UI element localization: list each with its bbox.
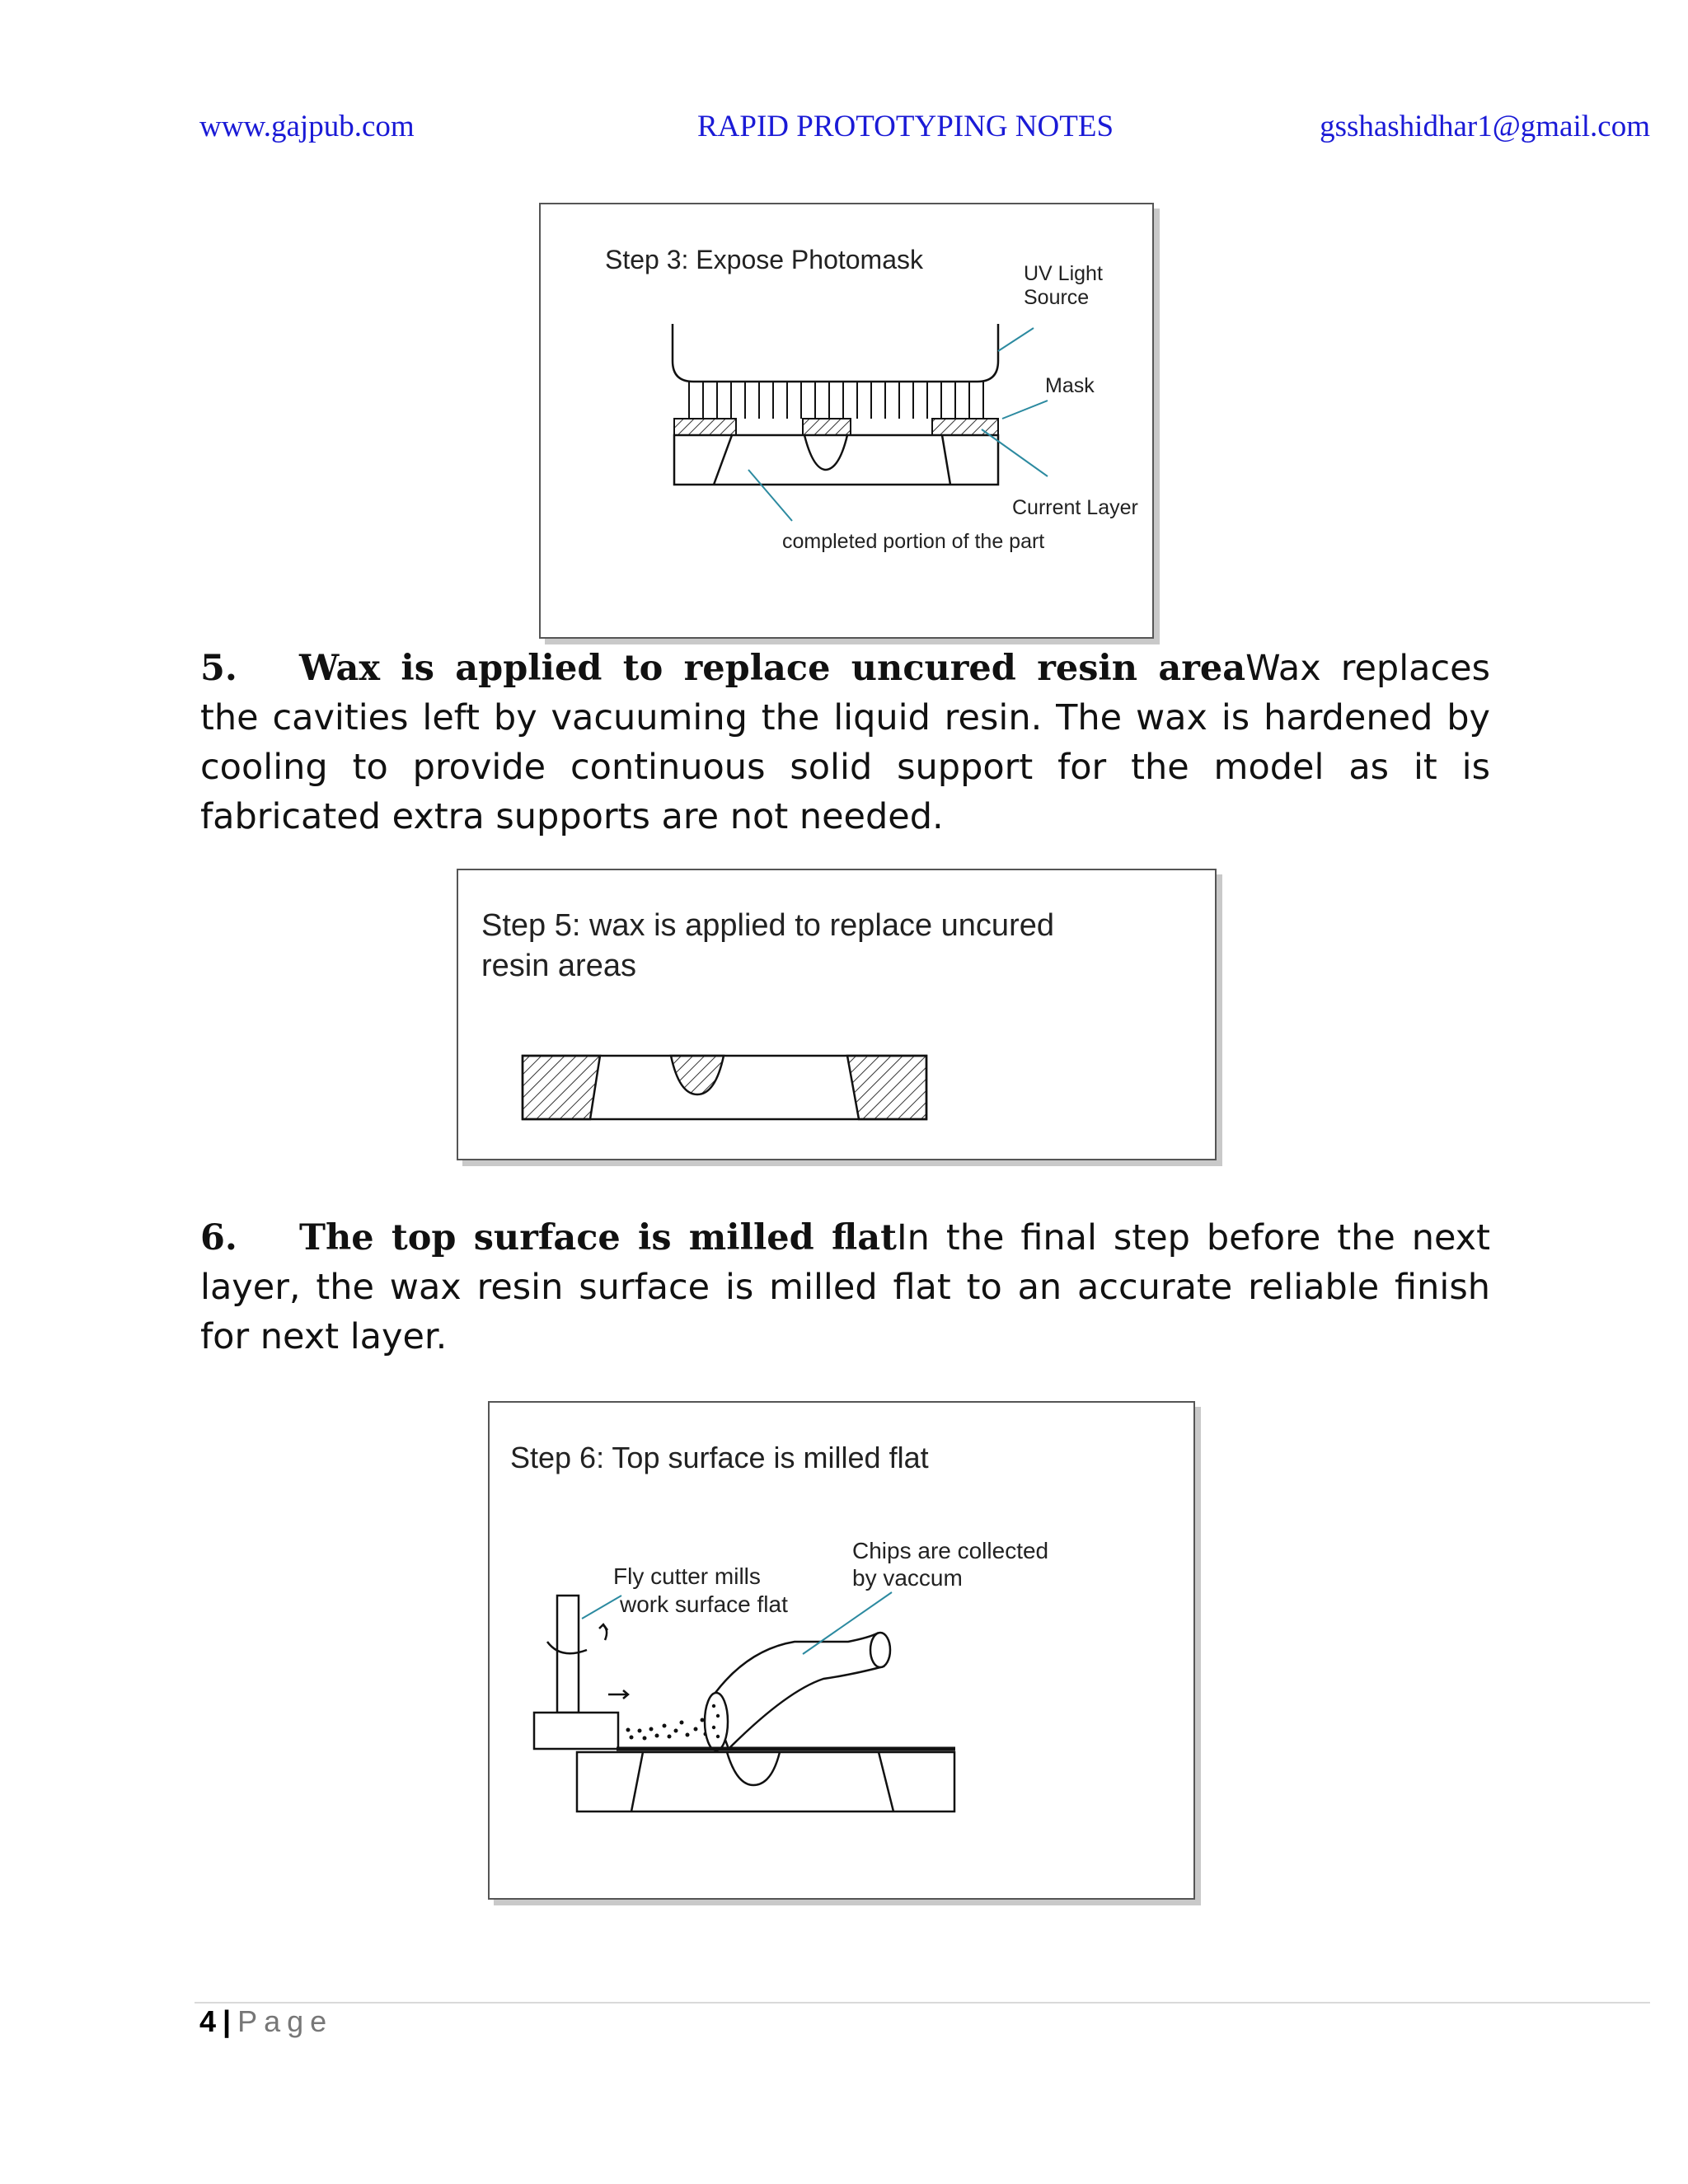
fly-cutter [534, 1596, 628, 1749]
section-6-heading: The top surface is milled flat [299, 1217, 897, 1258]
section-6-body: In the final step before the next layer, the wax resin surface is milled flat to an accurate reliable finish for next layer. [200, 1217, 1490, 1357]
page-word: Page [237, 2004, 334, 2038]
vacuum-hose [705, 1633, 890, 1750]
step6-label-chips-2: by vaccum [852, 1565, 963, 1591]
header-website: www.gajpub.com [199, 110, 415, 143]
photomask [674, 419, 998, 435]
footer [199, 2004, 333, 2039]
step3-label-current-layer: Current Layer [1012, 496, 1138, 519]
step5-title-line2: resin areas [481, 949, 636, 983]
step5-title-line1: Step 5: wax is applied to replace uncured [481, 908, 1054, 943]
section-6-paragraph [200, 1213, 1490, 1361]
page-number: 4 [199, 2004, 217, 2038]
footer-separator: | [223, 2004, 232, 2038]
figure-step3 [539, 203, 1154, 639]
uv-light-source-shape [673, 324, 998, 382]
section-5-paragraph [200, 644, 1490, 841]
part-layer [674, 435, 998, 485]
header-title: RAPID PROTOTYPING NOTES [697, 110, 1114, 143]
section-6-number: 6. [200, 1217, 237, 1258]
footer-divider [195, 2002, 1650, 2004]
step3-label-completed: completed portion of the part [782, 530, 1045, 553]
uv-rays [689, 382, 983, 419]
step3-label-uv-1: UV Light [1024, 262, 1103, 285]
figure-step5 [457, 869, 1217, 1160]
step6-label-chips-1: Chips are collected [852, 1538, 1049, 1563]
step5-part [523, 1056, 926, 1119]
step6-label-fly-2: work surface flat [620, 1591, 788, 1617]
step6-label-fly-1: Fly cutter mills [613, 1563, 761, 1589]
step6-part [577, 1749, 955, 1811]
section-5-heading: Wax is applied to replace uncured resin area [299, 648, 1246, 689]
section-5-body: Wax replaces the cavities left by vacuuming the liquid resin. The wax is hardened by cooling to provide continuous solid support for the model as it is fabricated extra supports are not needed. [200, 648, 1490, 837]
chips [626, 1718, 708, 1741]
section-5-number: 5. [200, 648, 237, 689]
header-email: gsshashidhar1@gmail.com [1320, 110, 1650, 143]
leader-lines [748, 328, 1048, 521]
step3-title: Step 3: Expose Photomask [605, 245, 923, 274]
step3-label-mask: Mask [1045, 374, 1095, 397]
step3-label-uv-2: Source [1024, 286, 1090, 309]
figure-step6 [488, 1401, 1195, 1900]
step6-title: Step 6: Top surface is milled flat [510, 1441, 929, 1474]
